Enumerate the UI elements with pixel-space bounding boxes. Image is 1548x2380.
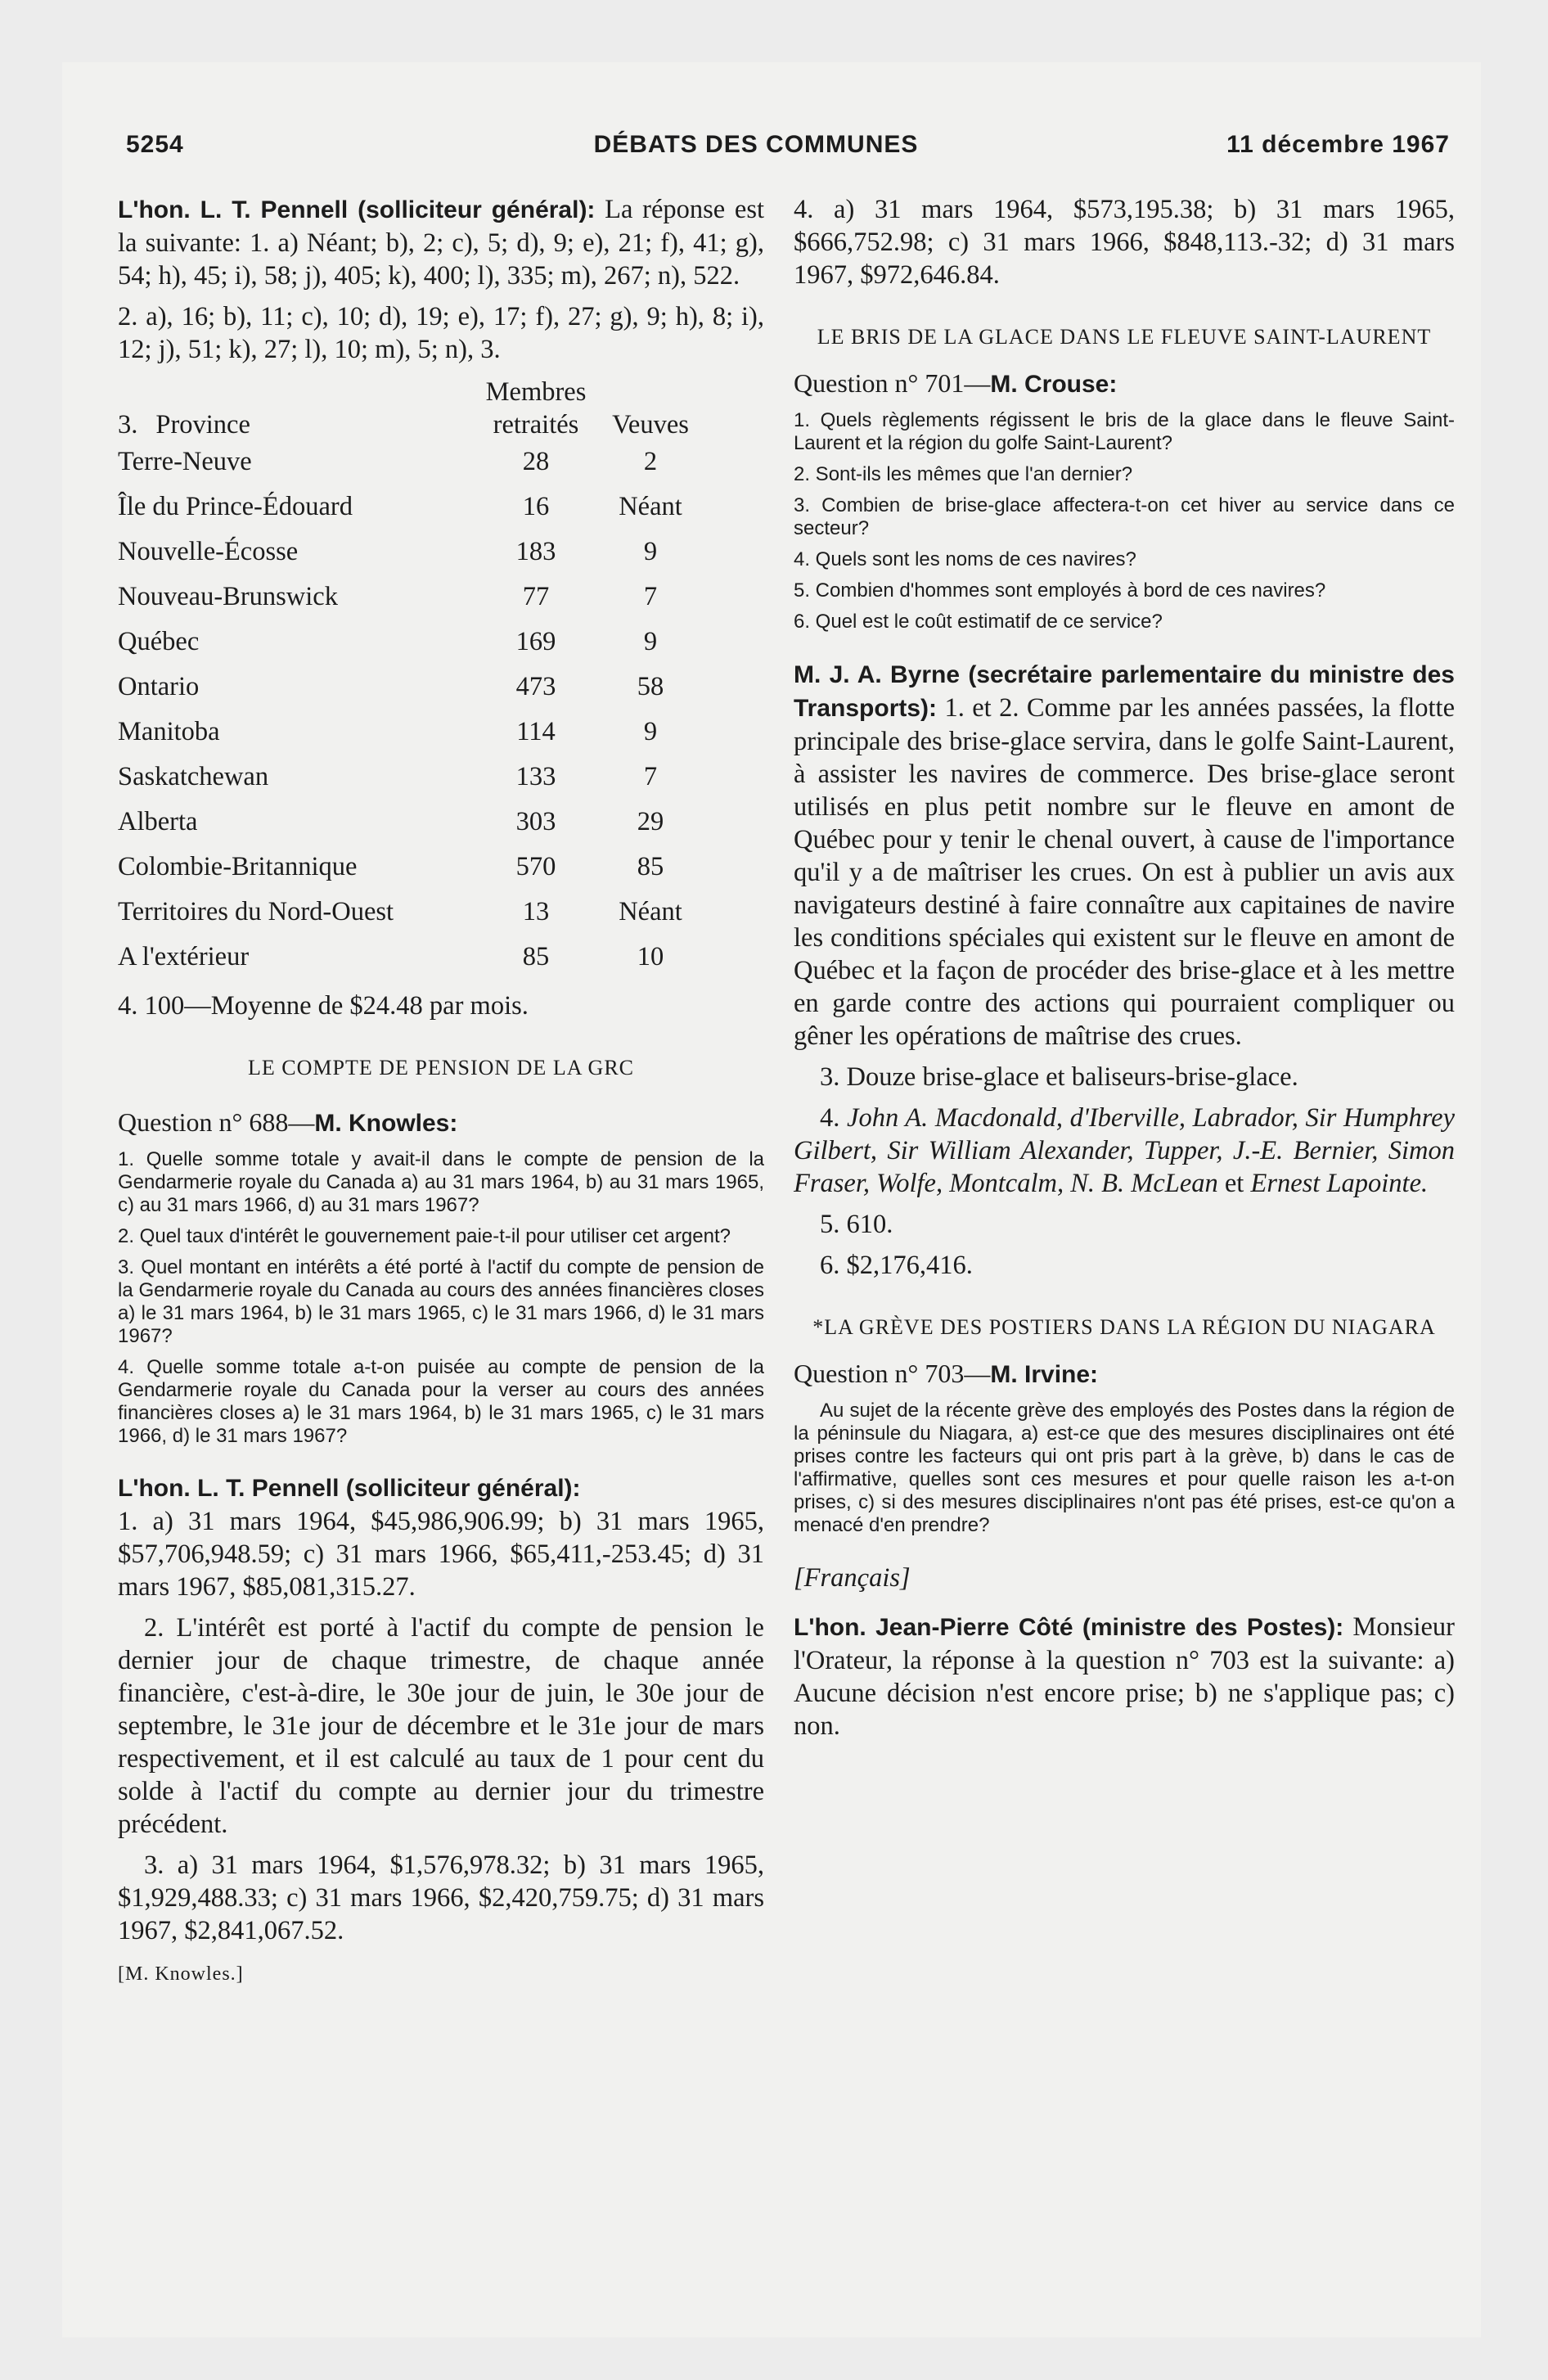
right-column [794, 193, 1455, 1742]
byrne-answer: M. J. A. Byrne (secrétaire parlementaire du ministre des Transports): 1. et 2. Comme par les années passées, la flotte principale des brise-glace servira, dans le golfe Saint-Laurent, à assister les navires de commerce. Des brise-glace seront utilisés en plus petit nombre sur le fleuve en amont de Québec pour y tenir le chenal ouvert, à cause de l'importance qu'il y a de maîtriser les crues. On est à publier un avis aux navigateurs destiné à faire connaître aux capitaines de navire les conditions spéciales qui existent sur le fleuve en amont de Québec et la façon de procéder des brise-glace et à les mettre en garde contre des actions qui pourraient compliquer ou gêner les opérations de maîtrise des crues. [794, 661, 1455, 1051]
speaker-cote: L'hon. Jean-Pierre Côté (ministre des Postes): [794, 1614, 1344, 1641]
pension-table [118, 374, 704, 980]
answer-701-3: 3. Douze brise-glace et baliseurs-brise-glace. [820, 1062, 1298, 1092]
table-row: A l'extérieur 85 10 [118, 942, 664, 971]
answer-701-4: 4. John A. Macdonald, d'Iberville, Labrador, Sir Humphrey Gilbert, Sir William Alexander, Tupper, J.-E. Bernier, Simon Fraser, Wolfe, Montcalm, N. B. McLean et Ernest Lapointe. [794, 1103, 1455, 1198]
header-retraites: retraités [493, 410, 579, 439]
table-row: Alberta 303 29 [118, 807, 664, 836]
answer-688-1: 1. a) 31 mars 1964, $45,986,906.99; b) 31 mars 1965, $57,706,948.59; c) 31 mars 1966, $65,411,-253.45; d) 31 mars 1967, $85,081,315.27. [118, 1507, 764, 1602]
questioner-crouse: M. Crouse: [990, 371, 1118, 398]
table-header-row-2 [118, 407, 704, 439]
pennell-answer-1: L'hon. L. T. Pennell (solliciteur général): La réponse est la suivante: 1. a) Néant; b), 2; c), 5; d), 9; e), 21; f), 41; g), 54; h), 45; i), 58; j), 405; k), 400; l), 335; m), 267; n), 522. [118, 195, 764, 291]
journal-title: DÉBATS DES COMMUNES [593, 131, 919, 158]
section-title-greve: *LA GRÈVE DES POSTIERS DANS LA RÉGION DU NIAGARA [812, 1315, 1436, 1339]
header-veuves: Veuves [612, 410, 689, 439]
question-701-item: 1. Quels règlements régissent le bris de la glace dans le fleuve Saint-Laurent et la région du golfe Saint-Laurent? [794, 409, 1455, 454]
question-688-item: 1. Quelle somme totale y avait-il dans le compte de pension de la Gendarmerie royale du Canada a) au 31 mars 1964, b) au 31 mars 1965, c) au 31 mars 1966, d) au 31 mars 1967? [118, 1148, 764, 1216]
question-701-item: 4. Quels sont les noms de ces navires? [794, 548, 1136, 570]
cote-answer: L'hon. Jean-Pierre Côté (ministre des Postes): Monsieur l'Orateur, la réponse à la question n° 703 est la suivante: a) Aucune décision n'est encore prise; b) ne s'applique pas; c) non. [794, 1612, 1455, 1741]
table-header-row-1 [118, 374, 704, 407]
question-701-item: 2. Sont-ils les mêmes que l'an dernier? [794, 463, 1133, 485]
footnote-knowles: [M. Knowles.] [118, 1963, 244, 1985]
questioner-knowles: M. Knowles: [314, 1110, 458, 1137]
table-row: Terre-Neuve 28 2 [118, 447, 658, 476]
question-688-heading: Question n° 688—M. Knowles: [118, 1107, 458, 1137]
section-title-grc: LE COMPTE DE PENSION DE LA GRC [247, 1056, 634, 1080]
section-title-glace: LE BRIS DE LA GLACE DANS LE FLEUVE SAINT-LAURENT [817, 325, 1432, 349]
question-688-item: 4. Quelle somme totale a-t-on puisée au compte de pension de la Gendarmerie royale du Canada pour la verser au cours des années financières closes a) le 31 mars 1964, b) le 31 mars 1965, c) le 31 mars 1966, d) le 31 mars 1967? [118, 1356, 764, 1447]
pennell-answer-2: 2. a), 16; b), 11; c), 10; d), 19; e), 17; f), 27; g), 9; h), 8; i), 12; j), 51; k), 27; l), 10; m), 5; n), 3. [118, 302, 764, 364]
answer-4-average: 4. 100—Moyenne de $24.48 par mois. [118, 991, 529, 1021]
speaker-byrne: M. J. A. Byrne (secrétaire parlementaire du ministre des Transports): [794, 661, 1455, 722]
question-701-item: 6. Quel est le coût estimatif de ce service? [794, 611, 1163, 633]
answer-688-2: 2. L'intérêt est porté à l'actif du compte de pension le dernier jour de chaque trimestre, de chaque année financière, c'est-à-dire, le 30e jour de juin, le 30e jour de septembre, le 31e jour de décembre et le 31e jour de mars respectivement, et il est calculé au taux de 1 pour cent du solde à l'actif du compte au dernier jour du trimestre précédent. [118, 1613, 764, 1839]
issue-date: 11 décembre 1967 [1226, 131, 1450, 158]
table-row: Saskatchewan 133 7 [118, 762, 658, 791]
header-membres: Membres [485, 377, 587, 407]
question-701-item: 3. Combien de brise-glace affectera-t-on cet hiver au service dans ce secteur? [794, 494, 1455, 539]
question-701-item: 5. Combien d'hommes sont employés à bord de ces navires? [794, 579, 1326, 602]
table-row: Colombie-Britannique 570 85 [118, 852, 664, 881]
question-703-text: Au sujet de la récente grève des employés des Postes dans la région de la péninsule du Niagara, a) est-ce que des mesures disciplinaires ont été prises contre les facteurs qui ont pris part à la grève, b) dans le cas de l'affirmative, quelles sont ces mesures et pour quelle raison les a-t-on prises, c) si des mesures disciplinaires n'ont pas été prises, est-ce qu'on a menacé d'en prendre? [794, 1400, 1455, 1536]
answer-701-5: 5. 610. [820, 1210, 893, 1239]
page-header [62, 131, 1450, 169]
speaker-pennell: L'hon. L. T. Pennell (solliciteur général): [118, 196, 596, 223]
question-688-item: 3. Quel montant en intérêts a été porté à l'actif du compte de pension de la Gendarmerie royale du Canada au cours des années financières closes a) le 31 mars 1964, b) le 31 mars 1965, c) le 31 mars 1966, d) le 31 mars 1967? [118, 1256, 764, 1347]
table-row: Québec 169 9 [118, 627, 658, 656]
table-row: Île du Prince-Édouard 16 Néant [118, 492, 682, 521]
left-column [118, 193, 764, 1986]
question-703-heading: Question n° 703—M. Irvine: [794, 1359, 1099, 1388]
page-number: 5254 [126, 131, 184, 158]
language-marker: [Français] [794, 1563, 911, 1593]
ship-names: John A. Macdonald, d'Iberville, Labrador, Sir Humphrey Gilbert, Sir William Alexander, Tupper, J.-E. Bernier, Simon Fraser, Wolfe, Montcalm, N. B. McLean [794, 1103, 1455, 1198]
table-row: Territoires du Nord-Ouest 13 Néant [118, 897, 682, 926]
answer-688-4: 4. a) 31 mars 1964, $573,195.38; b) 31 mars 1965, $666,752.98; c) 31 mars 1966, $848,113.-32; d) 31 mars 1967, $972,646.84. [794, 195, 1455, 290]
answer-701-6: 6. $2,176,416. [820, 1251, 973, 1280]
table-row: Manitoba 114 9 [118, 717, 658, 746]
speaker-pennell-2: L'hon. L. T. Pennell (solliciteur général): [118, 1475, 581, 1502]
table-row: Ontario 473 58 [118, 672, 664, 701]
questioner-irvine: M. Irvine: [990, 1361, 1099, 1388]
header-province: 3. Province [118, 410, 250, 439]
table-row: Nouvelle-Écosse 183 9 [118, 537, 658, 566]
question-701-heading: Question n° 701—M. Crouse: [794, 368, 1118, 398]
table-row: Nouveau-Brunswick 77 7 [118, 582, 658, 611]
question-688-item: 2. Quel taux d'intérêt le gouvernement paie-t-il pour utiliser cet argent? [118, 1225, 731, 1247]
answer-688-3: 3. a) 31 mars 1964, $1,576,978.32; b) 31 mars 1965, $1,929,488.33; c) 31 mars 1966, $2,420,759.75; d) 31 mars 1967, $2,841,067.52. [118, 1850, 764, 1945]
